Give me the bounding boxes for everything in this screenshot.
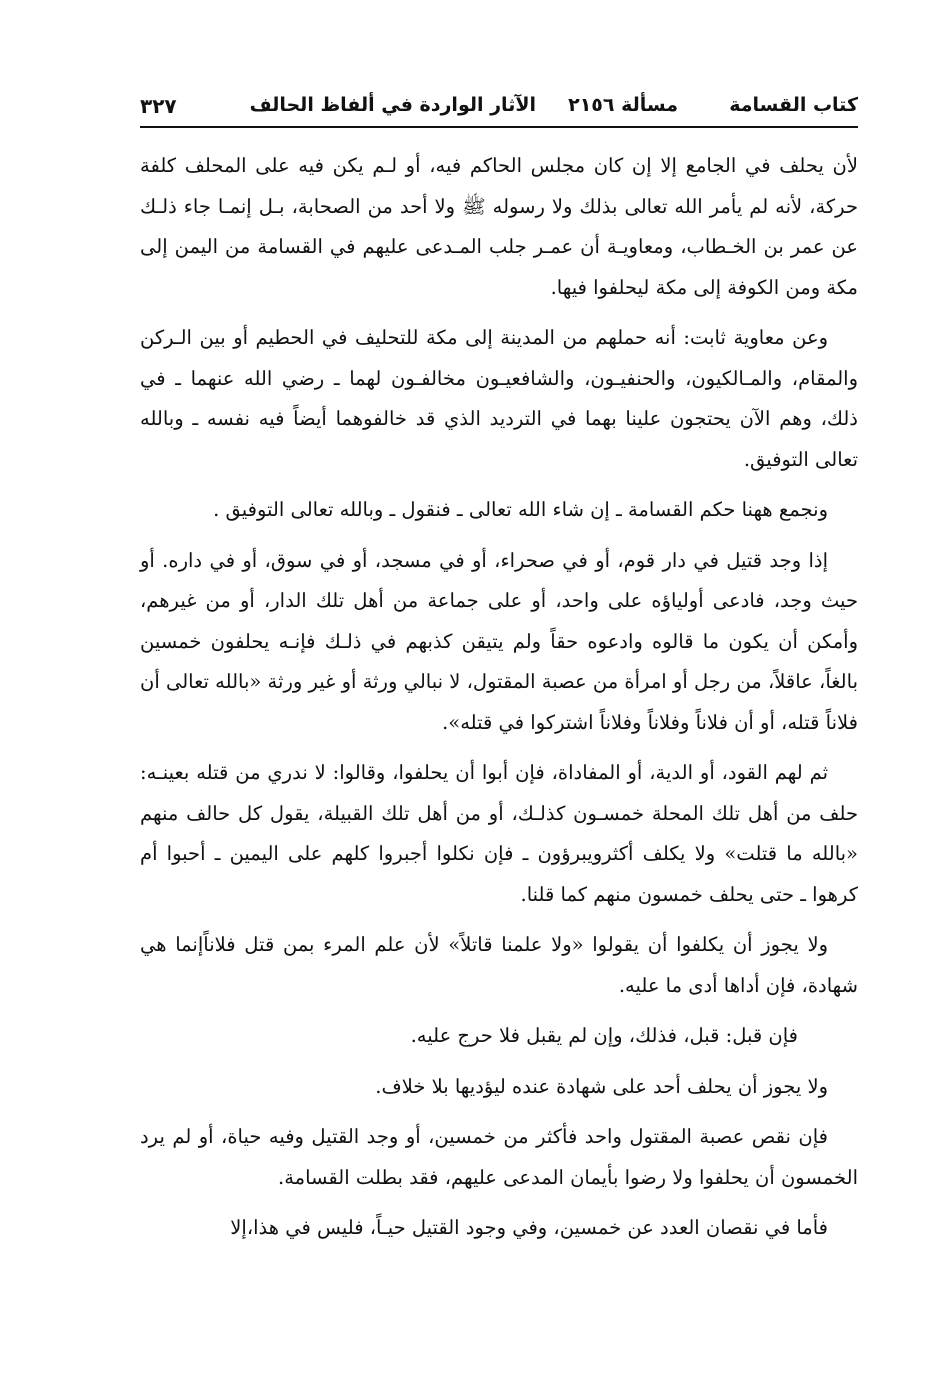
paragraph-2: وعن معاوية ثابت: أنه حملهم من المدينة إلى مكة للتحليف في الحطيم أو بين الـركن والمقام، والمـالكيون، والحنفيـون، والشافعيـون مخالفـون لهما ـ رضي الله عنهما ـ في ذلك، وهم الآن يحتجون علينا بهما في الترديد الذي قد خالفوهما أيضاً فيه نفسه ـ وبالله تعالى التوفيق. <box>140 326 858 471</box>
paragraph-5: ثم لهم القود، أو الدية، أو المفاداة، فإن أبوا أن يحلفوا، وقالوا: لا ندري من قتله بعينـه: حلف من أهل تلك المحلة خمسـون كذلـك، أو من أهل تلك القبيلة، يقول كل حالف منهم «بالله ما قتلت» ولا يكلف أكثرويبرؤون ـ فإن نكلوا أجبروا كلهم على اليمين ـ أحبوا أم كرهوا ـ حتى يحلف خمسون منهم كما قلنا. <box>140 761 858 906</box>
page-body <box>140 146 858 1259</box>
header-issue-number: مسألة ٢١٥٦ <box>568 94 678 116</box>
running-header <box>140 88 858 128</box>
header-issue-title: الآثار الواردة في ألفاظ الحالف <box>249 94 536 116</box>
paragraph-10: فأما في نقصان العدد عن خمسين، وفي وجود القتيل حيـاً، فليس في هذا،إلا <box>230 1216 828 1239</box>
header-page-number: ٣٢٧ <box>140 94 177 118</box>
paragraph-7: فإن قبل: قبل، فذلك، وإن لم يقبل فلا حرج عليه. <box>410 1024 798 1047</box>
paragraph-9: فإن نقص عصبة المقتول واحد فأكثر من خمسين، أو وجد القتيل وفيه حياة، أو لم يرد الخمسون أن يحلفوا ولا رضوا بأيمان المدعى عليهم، فقد بطلت القسامة. <box>140 1125 858 1189</box>
header-book-title: كتاب القسامة <box>729 94 858 116</box>
paragraph-6: ولا يجوز أن يكلفوا أن يقولوا «ولا علمنا قاتلاً» لأن علم المرء بمن قتل فلاناًإنما هي شهادة، فإن أداها أدى ما عليه. <box>140 933 858 997</box>
paragraph-8: ولا يجوز أن يحلف أحد على شهادة عنده ليؤديها بلا خلاف. <box>375 1074 828 1098</box>
paragraph-1: لأن يحلف في الجامع إلا إن كان مجلس الحاكم فيه، أو لـم يكن فيه على المحلف كلفة حركة، لأنه لم يأمر الله تعالى بذلك ولا رسوله ﷺ ولا أحد من الصحابة، بـل إنمـا جاء ذلـك عن عمر بن الخـطاب، ومعاويـة أن عمـر جلب المـدعى عليهم في القسامة من اليمن إلى مكة ومن الكوفة إلى مكة ليحلفوا فيها. <box>140 154 858 299</box>
paragraph-4: إذا وجد قتيل في دار قوم، أو في صحراء، أو في مسجد، أو في سوق، أو في داره. أو حيث وجد، فادعى أولياؤه على واحد، أو على جماعة من أهل تلك الدار، أو من غيرهم، وأمكن أن يكون ما قالوه وادعوه حقاً ولم يتيقن كذبهم في ذلـك فإنـه يحلفون خمسين بالغاً، عاقلاً، من رجل أو امرأة من عصبة المقتول، لا نبالي ورثة أو غير ورثة «بالله تعالى أن فلاناً قتله، أو أن فلاناً وفلاناً وفلاناً اشتركوا في قتله». <box>140 548 858 734</box>
paragraph-3: ونجمع ههنا حكم القسامة ـ إن شاء الله تعالى ـ فنقول ـ وبالله تعالى التوفيق . <box>213 498 828 521</box>
